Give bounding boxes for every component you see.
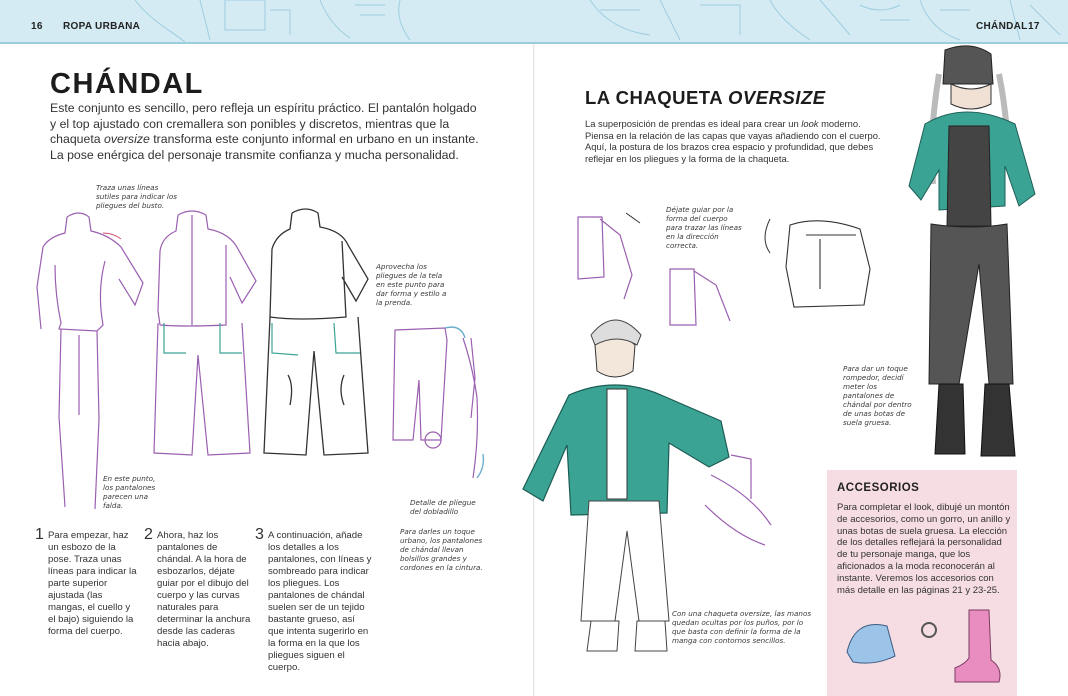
accessories-text: Para completar el look, dibujé un montón de accesorios, como un gorro, un anillo y unas botas de suela gruesa. La elección de los detalles reflejará la personalidad de tu personaje manga, que los aficionados a la moda reconocerán al instante. Veremos los accesorios con más detalle en las páginas 21 y 23-25. [837, 502, 1011, 596]
left-running-title: ROPA URBANA [63, 21, 141, 32]
section-paragraph: La superposición de prendas es ideal para crear un look moderno. Piensa en la relación de las capas que vayas añadiendo con el cuerpo. Aquí, la postura de los brazos crea espacio y profundidad, que debes reflejar en los pliegues y la forma de la chaqueta. [585, 118, 881, 164]
right-running-title: CHÁNDAL [976, 21, 1028, 32]
sketch-step-1-figure [35, 205, 145, 515]
note-body-guide: Déjate guiar por la forma del cuerpo para trazar las líneas en la dirección correcta. [666, 205, 742, 250]
accessories-box [827, 470, 1017, 696]
sketch-step-2-figure [150, 205, 260, 515]
note-pockets: Para darles un toque urbano, los pantalones de chándal llevan bolsillos grandes y cordones en la cintura. [400, 527, 483, 572]
step-text: Ahora, haz los pantalones de chándal. A la hora de esbozarlos, déjate guiar por el dibujo del cuerpo y las curvas naturales para determinar la anchura desde las caderas hacia abajo. [157, 530, 251, 649]
right-page-number: 17 [1028, 21, 1040, 32]
step-number: 3 [255, 526, 264, 543]
section-title: LA CHAQUETA OVERSIZE [585, 87, 826, 108]
page-header-band [0, 0, 1068, 44]
sketch-step-3-figure [258, 205, 378, 515]
note-fold-fabric: Aprovecha los pliegues de la tela en este punto para dar forma y estilo a la prenda. [376, 262, 447, 307]
note-hands-hidden: Con una chaqueta oversize, las manos quedan ocultas por los puños, por lo que basta con definir la forma de la manga con contornos sencillos. [672, 609, 812, 645]
step-text: Para empezar, haz un esbozo de la pose. Traza unas líneas para indicar la parte superior ajustada (las mangas, el cuello y el bajo) siguiendo la forma del cuerpo. [48, 530, 137, 637]
step-number: 2 [144, 526, 153, 543]
left-page-number: 16 [31, 21, 43, 32]
sketch-pants-detail [385, 318, 505, 518]
page-title: CHÁNDAL [50, 68, 204, 100]
note-skirt-shape: En este punto, los pantalones parecen una falda. [103, 474, 156, 510]
intro-paragraph: Este conjunto es sencillo, pero refleja un espíritu práctico. El pantalón holgado y el top ajustado con cremallera son ponibles y discretos, mientras que la chaqueta oversize transforma este conjunto informal en urbano en un instante. La pose enérgica del personaje transmite confianza y mucha personalidad. [50, 101, 479, 162]
step-number: 1 [35, 526, 44, 543]
accessories-illustrations [841, 600, 1011, 690]
ring-icon [922, 623, 936, 637]
step-text: A continuación, añade los detalles a los pantalones, con líneas y sombreado para indicar los pliegues. Los pantalones de chándal suelen ser de un tejido bastante grueso, así que intenta sugerirlo en la forma en la que los pliegues siguen el cuerpo. [268, 530, 372, 673]
accessories-title: ACCESORIOS [837, 482, 920, 494]
boot-icon [955, 610, 1000, 682]
note-boots: Para dar un toque rompedor, decidí meter los pantalones de chándal por dentro de unas botas de suela gruesa. [843, 364, 912, 427]
header-sketch-decoration [0, 0, 1068, 44]
beanie-icon [847, 624, 895, 663]
character-green-jacket-illustration [895, 44, 1035, 474]
note-bust-lines: Traza unas líneas sutiles para indicar los pliegues del busto. [96, 183, 178, 210]
note-hem-detail: Detalle de pliegue del dobladillo [410, 498, 476, 516]
